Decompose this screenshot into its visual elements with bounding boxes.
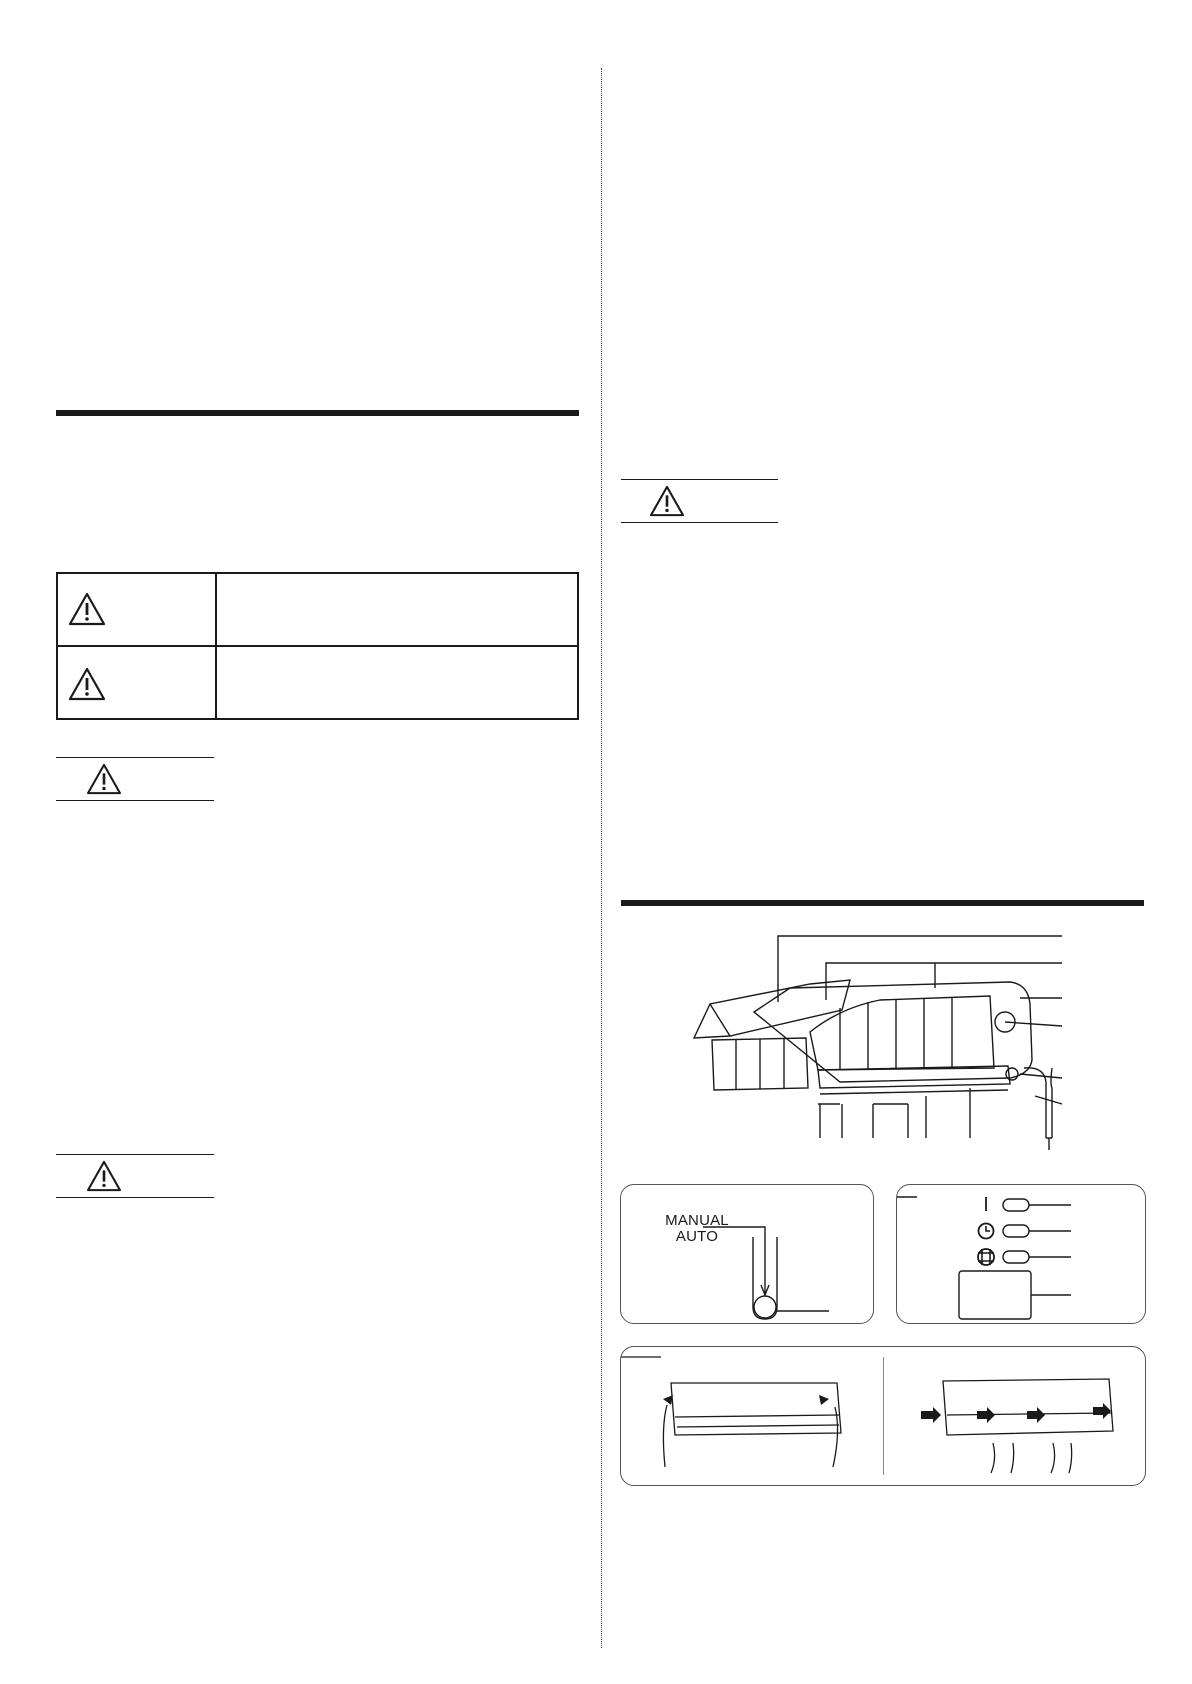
warning-triangle-icon <box>86 1160 122 1192</box>
timer-icon <box>979 1224 994 1239</box>
warning-triangle-icon <box>68 667 106 701</box>
indicator-panel <box>896 1184 1146 1324</box>
manual-label: MANUAL <box>665 1212 729 1229</box>
section-heading-rule-left <box>56 410 579 416</box>
caution-badge <box>56 1154 214 1198</box>
indicator-drawing <box>897 1185 1145 1323</box>
auto-label: AUTO <box>675 1228 719 1245</box>
caution-badge <box>56 757 214 801</box>
filter-grid-icon <box>978 1249 994 1265</box>
warning-triangle-icon <box>86 763 122 795</box>
cover-removal-drawing <box>621 1347 1145 1485</box>
warning-triangle-icon <box>649 485 685 517</box>
section-heading-rule-right <box>621 900 1144 906</box>
table-divider-horizontal <box>58 645 577 647</box>
column-divider <box>601 68 602 1648</box>
cover-removal-panel <box>620 1346 1146 1486</box>
manual-auto-button-drawing <box>621 1185 873 1323</box>
warning-triangle-icon <box>68 592 106 626</box>
manual-auto-panel <box>620 1184 874 1324</box>
caution-badge <box>621 479 778 523</box>
indoor-unit-diagram <box>690 928 1070 1168</box>
warning-legend-table <box>56 572 579 720</box>
